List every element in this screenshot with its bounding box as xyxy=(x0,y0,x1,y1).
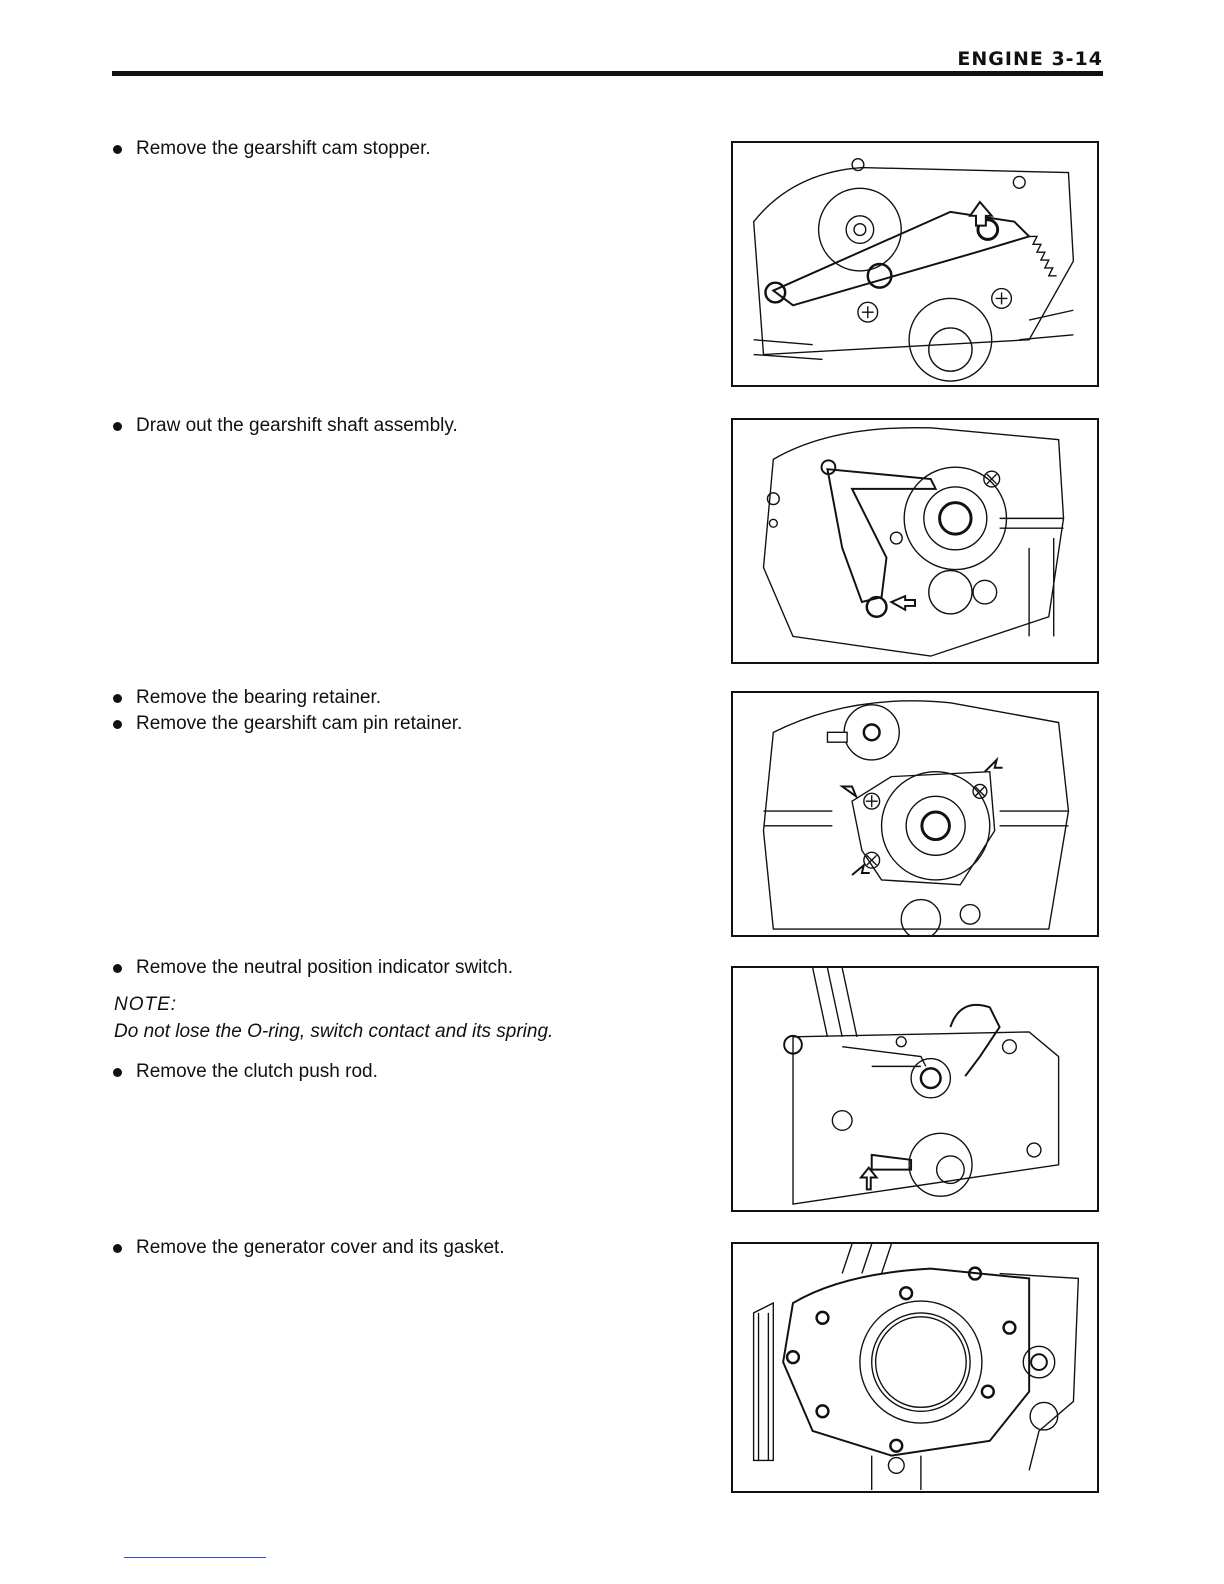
figure-gearshift-shaft xyxy=(731,418,1099,664)
footer-rule xyxy=(124,1557,266,1558)
step-instruction: Remove the gearshift cam pin retainer. xyxy=(112,711,672,737)
header-rule xyxy=(112,71,1103,76)
step-2 xyxy=(112,413,672,439)
bearing-retainer-illustration xyxy=(733,693,1097,935)
step-instruction: Draw out the gearshift shaft assembly. xyxy=(112,413,672,439)
step-5 xyxy=(112,1235,672,1261)
step-1 xyxy=(112,136,672,162)
figure-neutral-switch-push-rod xyxy=(731,966,1099,1212)
page-title: ENGINE 3-14 xyxy=(957,48,1103,70)
step-4 xyxy=(112,955,672,1085)
step-instruction: Remove the bearing retainer. xyxy=(112,685,672,711)
step-3 xyxy=(112,685,672,737)
step-instruction: Remove the generator cover and its gasket. xyxy=(112,1235,672,1261)
step-instruction: Remove the neutral position indicator switch. xyxy=(112,955,672,981)
step-instruction: Remove the gearshift cam stopper. xyxy=(112,136,672,162)
note-text: Do not lose the O-ring, switch contact and its spring. xyxy=(114,1021,554,1042)
figure-generator-cover xyxy=(731,1242,1099,1493)
step-instruction: Remove the clutch push rod. xyxy=(112,1059,672,1085)
generator-cover-illustration xyxy=(733,1244,1097,1491)
page-header xyxy=(112,48,1103,78)
neutral-switch-push-rod-illustration xyxy=(733,968,1097,1210)
figure-gearshift-cam-stopper xyxy=(731,141,1099,387)
note-title: NOTE: xyxy=(114,994,178,1015)
gearshift-shaft-illustration xyxy=(733,420,1097,662)
gearshift-cam-stopper-illustration xyxy=(733,143,1097,385)
figure-bearing-retainer xyxy=(731,691,1099,937)
